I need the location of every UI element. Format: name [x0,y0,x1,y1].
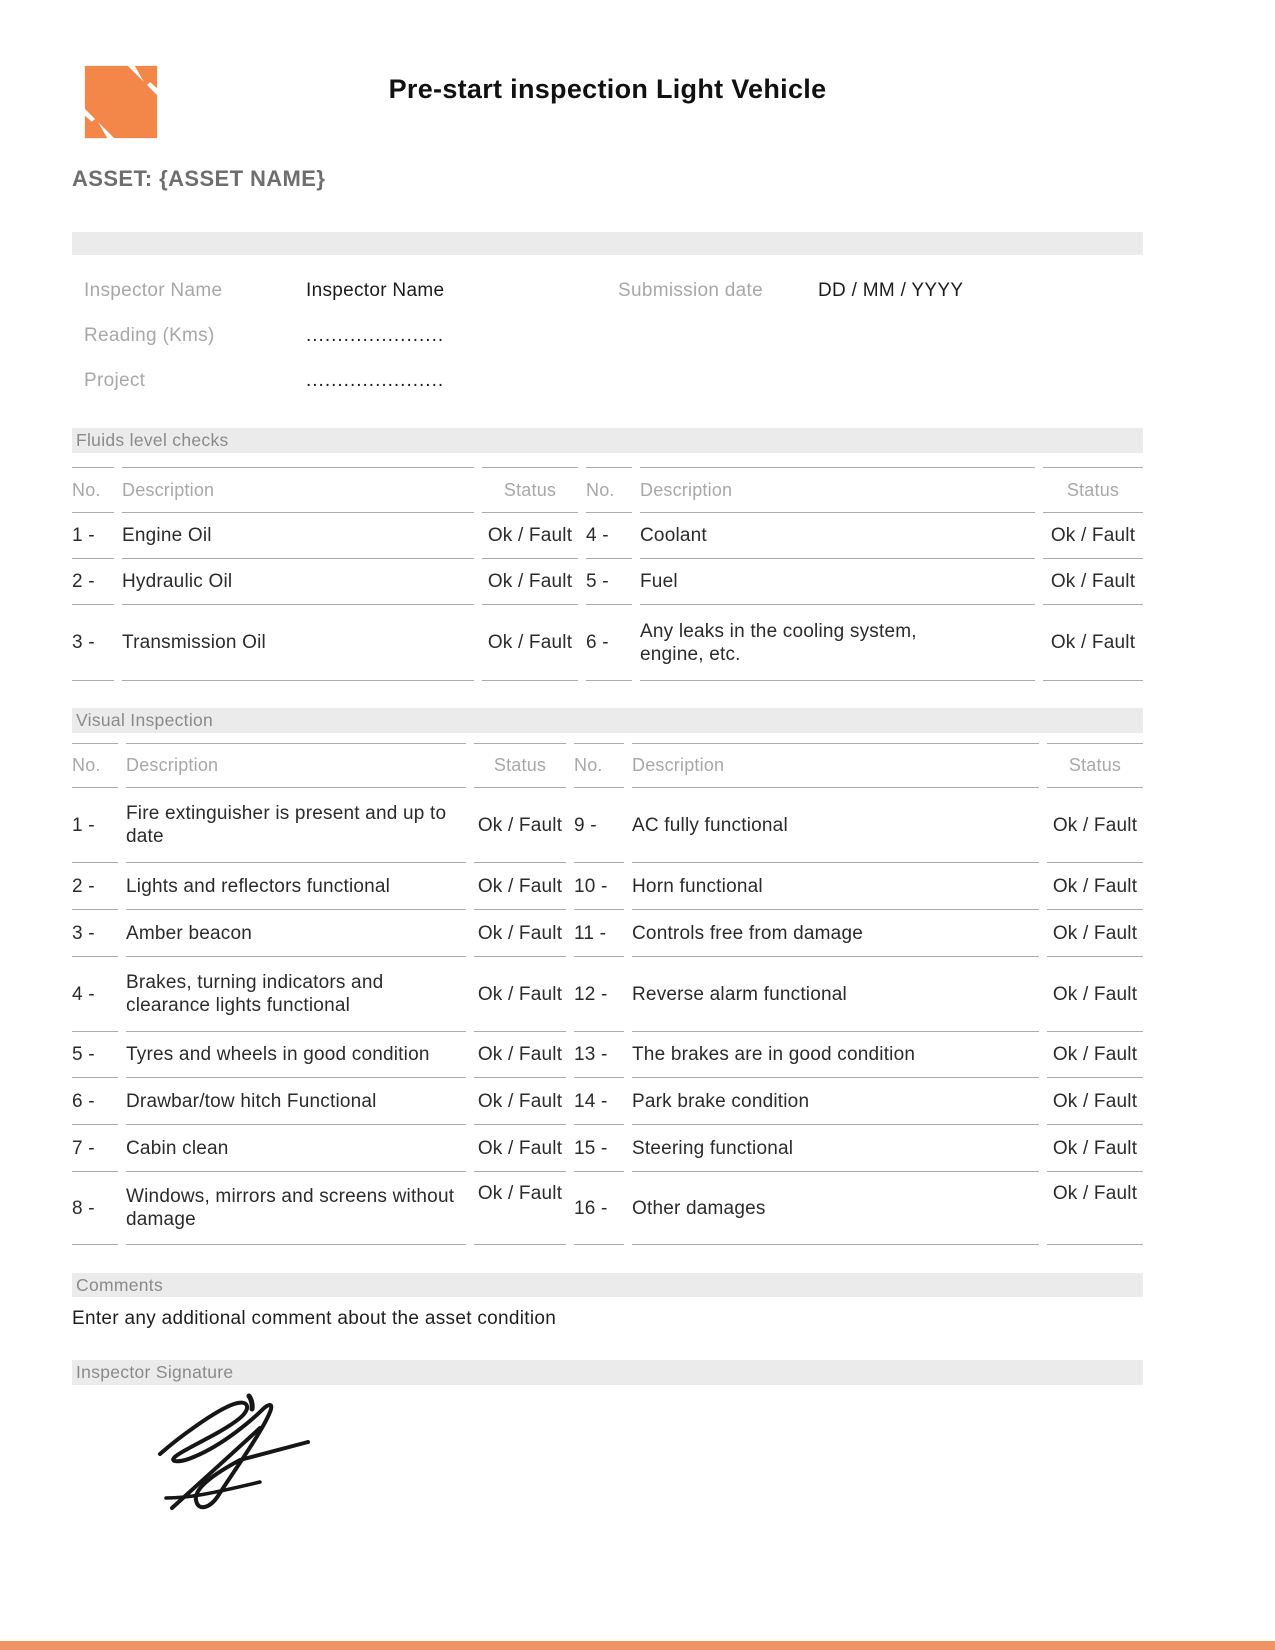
description-cell: Transmission Oil [122,605,474,681]
row-number-cell: 2 - [72,863,118,910]
description-cell: Fuel [640,559,1035,605]
asset-title: ASSET: {ASSET NAME} [72,166,326,191]
project-value[interactable]: ...................... [306,369,445,391]
row-number-cell: 3 - [72,605,114,681]
status-cell[interactable]: Ok / Fault [474,1125,566,1172]
submission-date-label: Submission date [618,279,763,301]
description-cell: Engine Oil [122,513,474,559]
description-cell: Park brake condition [632,1078,1039,1125]
column-header-status: Status [1043,467,1143,513]
column-header-status: Status [482,467,578,513]
status-cell[interactable]: Ok / Fault [474,863,566,910]
project-label: Project [84,369,146,391]
description-cell: The brakes are in good condition [632,1032,1039,1078]
status-cell[interactable]: Ok / Fault [474,910,566,957]
status-cell[interactable]: Ok / Fault [474,1078,566,1125]
status-cell[interactable]: Ok / Fault [1047,1032,1143,1078]
column-header-status: Status [1047,743,1143,788]
column-header-no: No. [72,467,114,513]
column-header-status: Status [474,743,566,788]
row-number-cell: 16 - [574,1172,624,1245]
row-number-cell: 13 - [574,1032,624,1078]
row-number-cell: 4 - [72,957,118,1032]
row-number-cell: 5 - [72,1032,118,1078]
status-cell[interactable]: Ok / Fault [1047,1125,1143,1172]
description-cell: Amber beacon [126,910,466,957]
status-cell[interactable]: Ok / Fault [474,1032,566,1078]
row-number-cell: 8 - [72,1172,118,1245]
info-section [84,268,1143,403]
row-number-cell: 15 - [574,1125,624,1172]
row-number-cell: 14 - [574,1078,624,1125]
inspector-name-label: Inspector Name [84,279,223,301]
row-number-cell: 11 - [574,910,624,957]
reading-kms-label: Reading (Kms) [84,324,215,346]
status-cell[interactable]: Ok / Fault [482,559,578,605]
footer-accent-bar [0,1641,1275,1650]
page-title: Pre-start inspection Light Vehicle [388,74,827,104]
column-header-description: Description [122,467,474,513]
row-number-cell: 1 - [72,788,118,863]
row-number-cell: 6 - [72,1078,118,1125]
status-cell[interactable]: Ok / Fault [482,605,578,681]
section-signature-header: Inspector Signature [72,1360,1143,1385]
row-number-cell: 5 - [586,559,632,605]
section-visual-header: Visual Inspection [72,708,1143,733]
signature-field[interactable] [148,1390,326,1518]
description-cell: Brakes, turning indicators and clearance lights functional [126,957,466,1032]
description-cell: AC fully functional [632,788,1039,863]
submission-date-value[interactable]: DD / MM / YYYY [818,279,964,301]
fluids-table [72,467,1143,681]
status-cell[interactable]: Ok / Fault [474,1172,566,1245]
status-cell[interactable]: Ok / Fault [1047,1078,1143,1125]
description-cell: Fire extinguisher is present and up to date [126,788,466,863]
status-cell[interactable]: Ok / Fault [1047,863,1143,910]
section-comments-header: Comments [72,1273,1143,1297]
column-header-description: Description [640,467,1035,513]
description-cell: Drawbar/tow hitch Functional [126,1078,466,1125]
row-number-cell: 4 - [586,513,632,559]
status-cell[interactable]: Ok / Fault [482,513,578,559]
description-cell: Lights and reflectors functional [126,863,466,910]
inspector-name-value[interactable]: Inspector Name [306,279,445,301]
column-header-description: Description [126,743,466,788]
description-cell: Cabin clean [126,1125,466,1172]
description-cell: Other damages [632,1172,1039,1245]
divider-bar [72,232,1143,255]
description-cell: Coolant [640,513,1035,559]
section-fluids-header: Fluids level checks [72,428,1143,453]
status-cell[interactable]: Ok / Fault [1047,957,1143,1032]
column-header-no: No. [574,743,624,788]
description-cell: Reverse alarm functional [632,957,1039,1032]
reading-kms-value[interactable]: ...................... [306,324,445,346]
status-cell[interactable]: Ok / Fault [1043,605,1143,681]
status-cell[interactable]: Ok / Fault [1047,910,1143,957]
description-cell: Steering functional [632,1125,1039,1172]
description-cell: Horn functional [632,863,1039,910]
row-number-cell: 3 - [72,910,118,957]
status-cell[interactable]: Ok / Fault [1047,788,1143,863]
row-number-cell: 9 - [574,788,624,863]
column-header-no: No. [72,743,118,788]
description-cell: Any leaks in the cooling system, engine, etc. [640,605,1035,681]
row-number-cell: 1 - [72,513,114,559]
description-cell: Hydraulic Oil [122,559,474,605]
status-cell[interactable]: Ok / Fault [1043,559,1143,605]
row-number-cell: 12 - [574,957,624,1032]
row-number-cell: 7 - [72,1125,118,1172]
status-cell[interactable]: Ok / Fault [474,957,566,1032]
comments-placeholder[interactable]: Enter any additional comment about the asset condition [72,1308,557,1329]
visual-inspection-table [72,743,1143,1245]
column-header-description: Description [632,743,1039,788]
description-cell: Tyres and wheels in good condition [126,1032,466,1078]
column-header-no: No. [586,467,632,513]
status-cell[interactable]: Ok / Fault [1047,1172,1143,1245]
description-cell: Controls free from damage [632,910,1039,957]
row-number-cell: 6 - [586,605,632,681]
status-cell[interactable]: Ok / Fault [474,788,566,863]
signature-scribble-icon [148,1390,326,1518]
row-number-cell: 2 - [72,559,114,605]
description-cell: Windows, mirrors and screens without damage [126,1172,466,1245]
row-number-cell: 10 - [574,863,624,910]
status-cell[interactable]: Ok / Fault [1043,513,1143,559]
